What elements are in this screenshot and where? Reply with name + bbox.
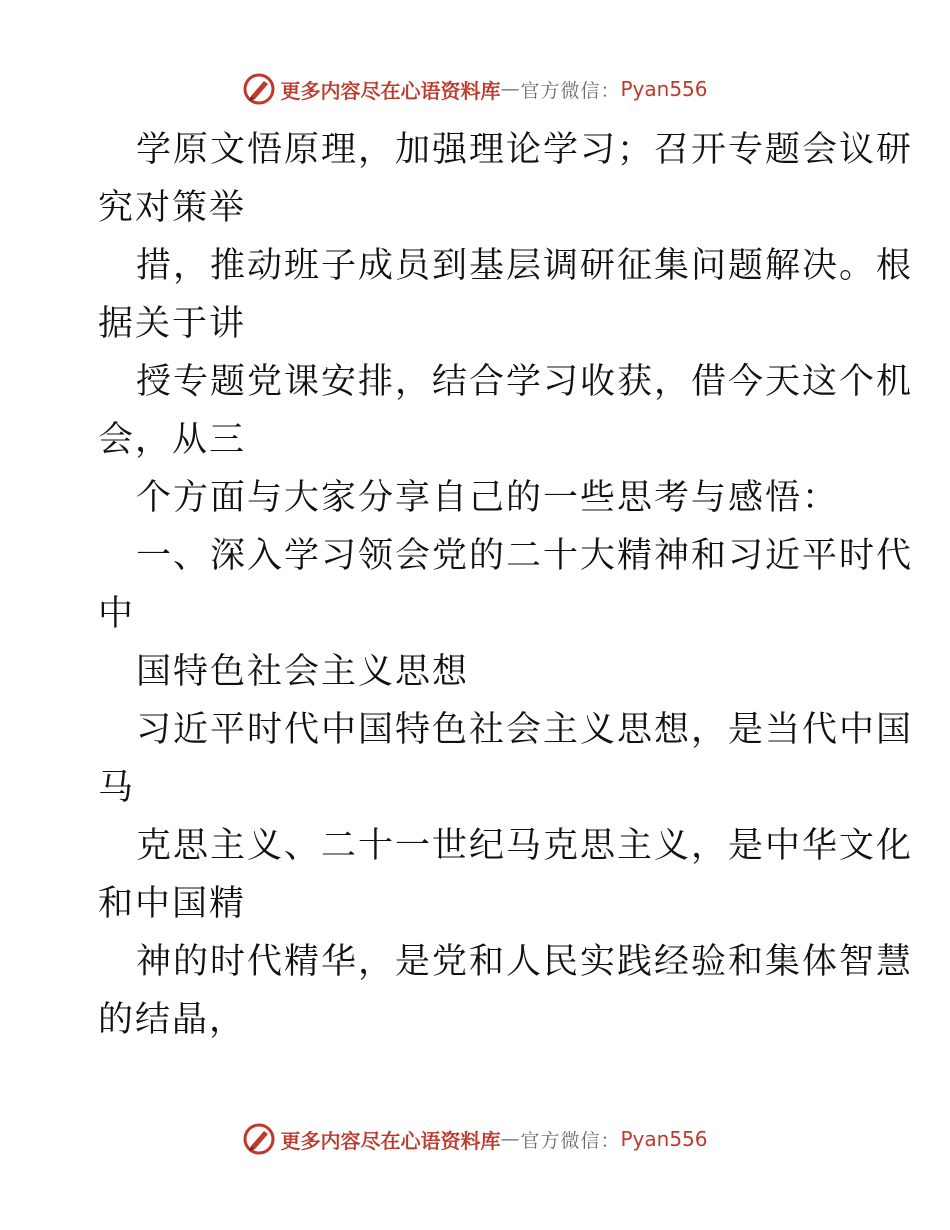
banner-wechat-label: 官方微信： bbox=[520, 79, 621, 102]
section-heading: 一、深入学习领会党的二十大精神和习近平时代 bbox=[136, 536, 914, 576]
body-line: 据关于讲 bbox=[98, 304, 247, 344]
body-line: 习近平时代中国特色社会主义思想，是当代中国 bbox=[136, 710, 914, 750]
body-line: 的结晶， bbox=[98, 1000, 247, 1040]
pen-logo-icon bbox=[242, 72, 276, 106]
body-line: 措，推动班子成员到基层调研征集问题解决。根 bbox=[136, 246, 914, 286]
banner-site-name: 更多内容尽在心语资料库 bbox=[280, 78, 501, 103]
banner-wechat-id: Pyan556 bbox=[620, 77, 708, 101]
section-heading: 中 bbox=[98, 594, 136, 634]
banner-dash: — bbox=[500, 78, 521, 100]
body-line: 学原文悟原理，加强理论学习；召开专题会议研 bbox=[136, 130, 914, 170]
body-line: 和中国精 bbox=[98, 884, 247, 924]
body-line: 神的时代精华，是党和人民实践经验和集体智慧 bbox=[136, 942, 914, 982]
body-line: 会，从三 bbox=[98, 420, 247, 460]
banner-dash: — bbox=[500, 1128, 521, 1150]
body-line: 究对策举 bbox=[98, 188, 247, 228]
body-line: 授专题党课安排，结合学习收获，借今天这个机 bbox=[136, 362, 914, 402]
section-heading: 国特色社会主义思想 bbox=[136, 652, 470, 692]
body-line: 克思主义、二十一世纪马克思主义，是中华文化 bbox=[136, 826, 914, 866]
body-line: 马 bbox=[98, 768, 136, 808]
footer-banner bbox=[0, 1122, 950, 1156]
pen-logo-icon bbox=[242, 1122, 276, 1156]
banner-wechat-id: Pyan556 bbox=[620, 1127, 708, 1151]
header-banner bbox=[0, 72, 950, 106]
document-body bbox=[98, 121, 914, 1049]
banner-wechat-label: 官方微信： bbox=[520, 1129, 621, 1152]
banner-site-name: 更多内容尽在心语资料库 bbox=[280, 1128, 501, 1153]
body-line: 个方面与大家分享自己的一些思考与感悟： bbox=[136, 478, 840, 518]
